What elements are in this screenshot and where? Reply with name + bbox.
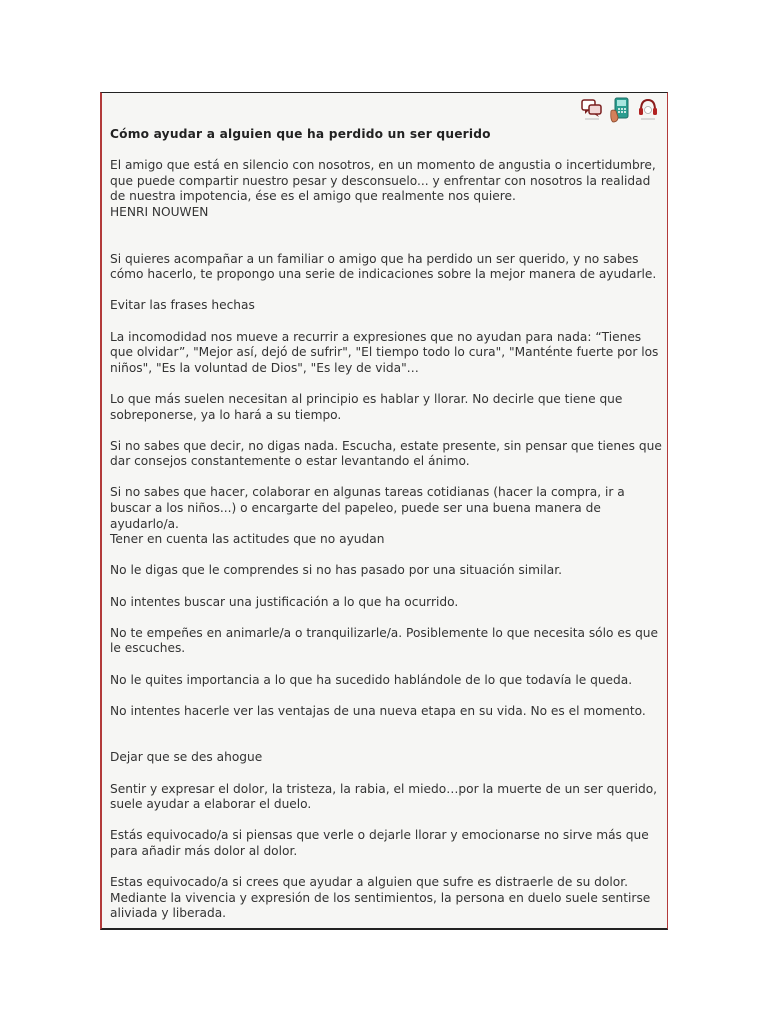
- article-title: Cómo ayudar a alguien que ha perdido un ser querido: [110, 127, 491, 141]
- phone-icon[interactable]: [609, 97, 631, 121]
- paragraph: No te empeñes en animarle/a o tranquilizarle/a. Posiblemente lo que necesita sólo es que le escuches.: [110, 625, 659, 656]
- paragraph: No intentes buscar una justificación a lo que ha ocurrido.: [110, 594, 459, 609]
- quote-text: El amigo que está en silencio con nosotros, en un momento de angustia o incertidumbre, que puede compartir nuestro pesar y desconsuelo... y enfrentar con nosotros la realidad de nuestra impotencia, ése es el amigo que realmente nos quiere.: [110, 158, 656, 204]
- section-heading: Dejar que se des ahogue: [110, 750, 263, 765]
- article-content: [110, 127, 663, 930]
- paragraph: La incomodidad nos mueve a recurrir a expresiones que no ayudan para nada: “Tienes que olvidar”, "Mejor así, dejó de sufrir", "El tiempo todo lo cura", "Manténte fuerte por los niños", "Es la voluntad de Dios", "Es ley de vida"…: [110, 329, 659, 375]
- paragraph: No intentes hacerle ver las ventajas de una nueva etapa en su vida. No es el momento.: [110, 703, 646, 718]
- toolbar: [581, 97, 659, 121]
- document-page: [100, 92, 668, 930]
- quote-author: HENRI NOUWEN: [110, 204, 209, 219]
- paragraph: Sentir y expresar el dolor, la tristeza, la rabia, el miedo…por la muerte de un ser querido, suele ayudar a elaborar el duelo.: [110, 781, 658, 812]
- section-heading: Tener en cuenta las actitudes que no ayudan: [110, 532, 385, 547]
- paragraph: Si quieres acompañar a un familiar o amigo que ha perdido un ser querido, y no sabes cómo hacerlo, te propongo una serie de indicaciones sobre la mejor manera de ayudarle.: [110, 251, 657, 282]
- paragraph: Si no sabes que hacer, colaborar en algunas tareas cotidianas (hacer la compra, ir a buscar a los niños...) o encargarte del papeleo, puede ser una buena manera de ayudarlo/a.: [110, 485, 625, 531]
- headset-icon[interactable]: [637, 97, 659, 121]
- paragraph: No le digas que le comprendes si no has pasado por una situación similar.: [110, 563, 563, 578]
- paragraph: Si no sabes que decir, no digas nada. Escucha, estate presente, sin pensar que tienes que dar consejos constantemente o estar levantando el ánimo.: [110, 438, 662, 469]
- paragraph: Estas equivocado/a si crees que ayudar a alguien que sufre es distraerle de su dolor. Mediante la vivencia y expresión de los sentimientos, la persona en duelo suele sentirse aliviada y liberada.: [110, 875, 651, 921]
- paragraph: No le quites importancia a lo que ha sucedido hablándole de lo que todavía le queda.: [110, 672, 633, 687]
- paragraph: Estás equivocado/a si piensas que verle o dejarle llorar y emocionarse no sirve más que para añadir más dolor al dolor.: [110, 828, 649, 858]
- section-heading: Evitar las frases hechas: [110, 298, 255, 313]
- paragraph: Lo que más suelen necesitan al principio es hablar y llorar. No decirle que tiene que sobreponerse, ya lo hará a su tiempo.: [110, 391, 623, 422]
- chat-icon[interactable]: [581, 97, 603, 121]
